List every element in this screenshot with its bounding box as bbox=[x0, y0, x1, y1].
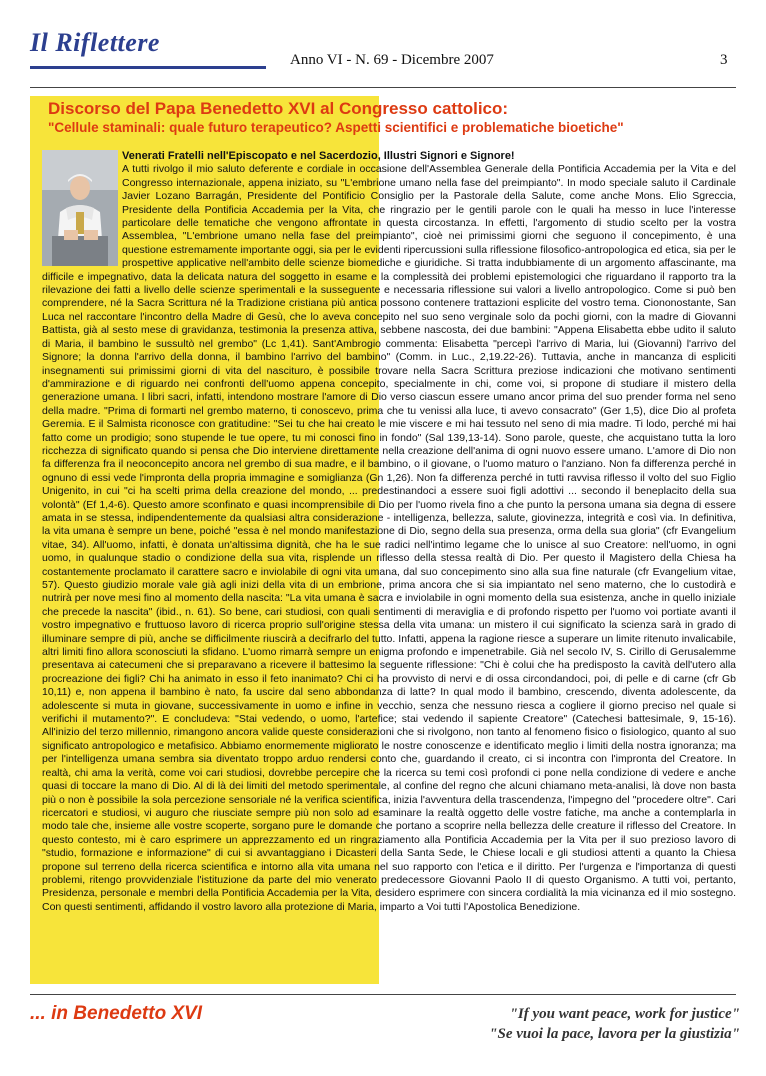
page-number: 3 bbox=[720, 52, 728, 68]
issue-info: Anno VI - N. 69 - Dicembre 2007 bbox=[290, 52, 494, 68]
footer-quote-italian: "Se vuoi la pace, lavora per la giustizia" bbox=[489, 1026, 740, 1042]
footer-divider bbox=[30, 994, 736, 995]
article-subtitle: "Cellule staminali: quale futuro terapeutico? Aspetti scientifici e problematiche bioetiche" bbox=[48, 120, 624, 135]
photo-spacer bbox=[42, 150, 122, 270]
article-titles bbox=[48, 98, 748, 137]
footer-section-title: ... in Benedetto XVI bbox=[30, 1003, 203, 1024]
article-greeting: Venerati Fratelli nell'Episcopato e nel Sacerdozio, Illustri Signori e Signore! bbox=[122, 150, 515, 162]
header-divider bbox=[30, 87, 736, 88]
page-header bbox=[0, 0, 766, 90]
footer-quote-english: "If you want peace, work for justice" bbox=[509, 1006, 740, 1022]
footer-quotes bbox=[420, 1004, 740, 1044]
article-title: Discorso del Papa Benedetto XVI al Congresso cattolico: bbox=[48, 99, 509, 118]
newsletter-logo: Il Riflettere bbox=[30, 28, 160, 57]
article-text: A tutti rivolgo il mio saluto deferente e cordiale in occasione dell'Assemblea Generale della Pontificia Accademia per la Vita e del Congresso internazionale, appena iniziato, su "L'embrione umano nella fase del preimpianto". In modo speciale saluto il Cardinale Javier Lozano Barragán, Presidente del Pontificio Consiglio per la Pastorale della Salute, come anche Mons. Elio Sgreccia, Presidente della Pontificia Accademia per la Vita, che ringrazio per le gentili parole con le quali ha messo in luce l'interesse particolare delle tematiche che vengono affrontate in questa circostanza. In effetti, l'argomento di studio scelto per la vostra Assemblea, "L'embrione umano nella fase del preimpianto", cioè nei primissimi giorni che seguono il concepimento, è una questione estremamente importante oggi, sia per le evidenti ripercussioni sulla riflessione filosofico-antropologica ed etica, sia per le prospettive applicative nell'ambito delle scienze biomediche e giuridiche. Si tratta indubbiamente di un argomento affascinante, ma difficile e impegnativo, data la delicata natura del soggetto in esame e la complessità dei problemi epistemologici che riguardano il rapporto tra la rilevazione dei fatti a livello delle scienze sperimentali e la susseguente e necessaria riflessione sui valori a livello antropologico. Come si può ben comprendere, né la Sacra Scrittura né la Tradizione cristiana più antica possono contenere trattazioni esplicite del vostro tema. Ciononostante, San Luca nel raccontare l'incontro della Madre di Gesù, che lo aveva concepito nel suo seno verginale solo da pochi giorni, con la madre di Giovanni Battista, già al sesto mese di gravidanza, testimonia la presenza attiva, sebbene nascosta, dei due bambini: "Appena Elisabetta ebbe udito il saluto di Maria, il bambino le sussultò nel grembo" (Lc 1,41). Sant'Ambrogio commenta: Elisabetta "percepì l'arrivo di Maria, lui (Giovanni) l'arrivo del Signore; la donna l'arrivo della donna, il bambino l'arrivo del bambino" (Comm. in Luc., 2,19.22-26). Tuttavia, anche in mancanza di espliciti insegnamenti sui primissimi giorni di vita del nascituro, è possibile trovare nella Sacra Scrittura preziose indicazioni che motivano sentimenti d'ammirazione e di riguardo nei confronti dell'uomo appena concepito, specialmente in chi, come voi, si propone di studiare il mistero della generazione umana. I libri sacri, infatti, intendono mostrare l'amore di Dio verso ciascun essere umano ancor prima del suo prender forma nel seno della madre. "Prima di formarti nel grembo materno, ti conoscevo, prima che tu venissi alla luce, ti avevo consacrato" (Ger 1,5), dice Dio al profeta Geremia. E il Salmista riconosce con gratitudine: "Sei tu che hai creato le mie viscere e mi hai tessuto nel seno di mia madre. Ti lodo, perché mi hai fatto come un prodigio; sono stupende le tue opere, tu mi conosci fino in fondo" (Sal 139,13-14). Sono parole, queste, che acquistano tutta la loro ricchezza di significato quando si pensa che Dio interviene direttamente nella creazione dell'anima di ogni nuovo essere umano. L'amore di Dio non fa differenza fra il neoconcepito ancora nel grembo di sua madre, e il bambino, o il giovane, o l'uomo maturo o l'anziano. Non fa differenza perché in ognuno di essi vede l'impronta della propria immagine e somiglianza (Gn 1,26). Non fa differenza perché in tutti ravvisa riflesso il volto del suo Figlio Unigenito, in cui "ci ha scelti prima della creazione del mondo, ... predestinandoci a essere suoi figli adottivi ... secondo il beneplacito della sua volontà" (Ef 1,4-6). Questo amore sconfinato e quasi incomprensibile di Dio per l'uomo rivela fino a che punto la persona umana sia degna di essere amata in se stessa, indipendentemente da qualsiasi altra considerazione - intelligenza, bellezza, salute, giovinezza, integrità e così via. In definitiva, la vita umana è sempre un bene, poiché "essa è nel mondo manifestazione di Dio, segno della sua presenza, orma della sua gloria" (cfr Evangelium vitae, 34). All'uomo, infatti, è donata un'altissima dignità, che ha le sue radici nell'intimo legame che lo unisce al suo Creatore: nell'uomo, in ogni uomo, in qualunque stadio o condizione della sua vita, risplende un riflesso della stessa realtà di Dio. Per questo il Magistero della Chiesa ha costantemente proclamato il carattere sacro e inviolabile di ogni vita umana, dal suo concepimento sino alla sua fine naturale (cfr Evangelium vitae, 57). Questo giudizio morale vale già agli inizi della vita di un embrione, prima ancora che si sia impiantato nel seno materno, che lo custodirà e nutrirà per nove mesi fino al momento della nascita: "La vita umana è sacra e inviolabile in ogni momento della sua esistenza, anche in quello iniziale che precede la nascita" (ibid., n. 61). So bene, cari studiosi, con quali sentimenti di meraviglia e di profondo rispetto per l'uomo voi portiate avanti il vostro impegnativo e fruttuoso lavoro di ricerca proprio sull'origine stessa della vita umana: un mistero il cui significato la scienza sarà in grado di illuminare sempre di più, anche se difficilmente riuscirà a decifrarlo del tutto. Infatti, appena la ragione riesce a superare un limite ritenuto invalicabile, altri limiti fino allora sconosciuti la sfidano. L'uomo rimarrà sempre un enigma profondo e impenetrabile. Già nel secolo IV, S. Cirillo di Gerusalemme presentava ai catecumeni che si preparavano a ricevere il battesimo la seguente riflessione: "Chi è colui che ha predisposto la cavità dell'utero alla procreazione dei figli? Chi ha animato in esso il feto inanimato? Chi ci ha provvisto di nervi e di ossa circondandoci, poi, di pelle e di carne (cfr Gb 10,11) e, non appena il bambino è nato, fa uscire dal seno abbondanza di latte? In qual modo il bambino, crescendo, diventa adolescente, da adolescente si muta in giovane, successivamente in uomo e infine in vecchio, senza che nessuno riesca a cogliere il giorno preciso nel quale si verifichi il mutamento?". E concludeva: "Stai vedendo, o uomo, l'artefice; stai vedendo il sapiente Creatore" (Catechesi battesimale, 9, 15-16). All'inizio del terzo millennio, rimangono ancora valide queste considerazioni che si rivolgono, non tanto al fenomeno fisico o fisiologico, quanto al suo significato antropologico e metafisico. Abbiamo enormemente migliorato le nostre conoscenze e identificato meglio i limiti della nostra ignoranza; ma per l'intelligenza umana sembra sia diventato troppo arduo rendersi conto che, guardando il creato, ci si incontra con l'impronta del Creatore. In realtà, chi ama la verità, come voi cari studiosi, dovrebbe percepire che la ricerca su temi così profondi ci pone nella condizione di vedere e anche quasi di toccare la mano di Dio. Al di là dei limiti del metodo sperimentale, al confine del regno che alcuni chiamano meta-analisi, là dove non basta più o non è possibile la sola percezione sensoriale né la verifica scientifica, inizia l'avventura della trascendenza, l'impegno del "procedere oltre". Cari ricercatori e studiosi, vi auguro che riusciate sempre più non solo ad esaminare la realtà oggetto delle vostre fatiche, ma anche a contemplarla in modo tale che, insieme alle vostre scoperte, sorgano pure le domande che portano a scoprire nella bellezza delle creature il riflesso del Creatore. In questo contesto, mi è caro esprimere un apprezzamento ed un ringraziamento alla Pontificia Accademia per la Vita per il suo prezioso lavoro di "studio, formazione e informazione" di cui si avvantaggiano i Dicasteri della Santa Sede, le Chiese locali e gli studiosi attenti a quanto la Chiesa propone sul terreno della ricerca scientifica e intorno alla vita umana nel suo rapporto con l'etica e il diritto. Per l'urgenza e l'importanza di questi problemi, ritengo provvidenziale l'istituzione da parte del mio venerato predecessore Giovanni Paolo II di questo Organismo. A tutti voi, pertanto, Presidenza, personale e membri della Pontificia Accademia per la Vita, desidero esprimere con sincera cordialità la mia vicinanza ed il mio sostegno. Con questi sentimenti, affidando il vostro lavoro alla protezione di Maria, imparto a Voi tutti l'Apostolica Benedizione. bbox=[42, 163, 736, 913]
logo-underline bbox=[30, 66, 266, 69]
article-body bbox=[42, 150, 736, 914]
